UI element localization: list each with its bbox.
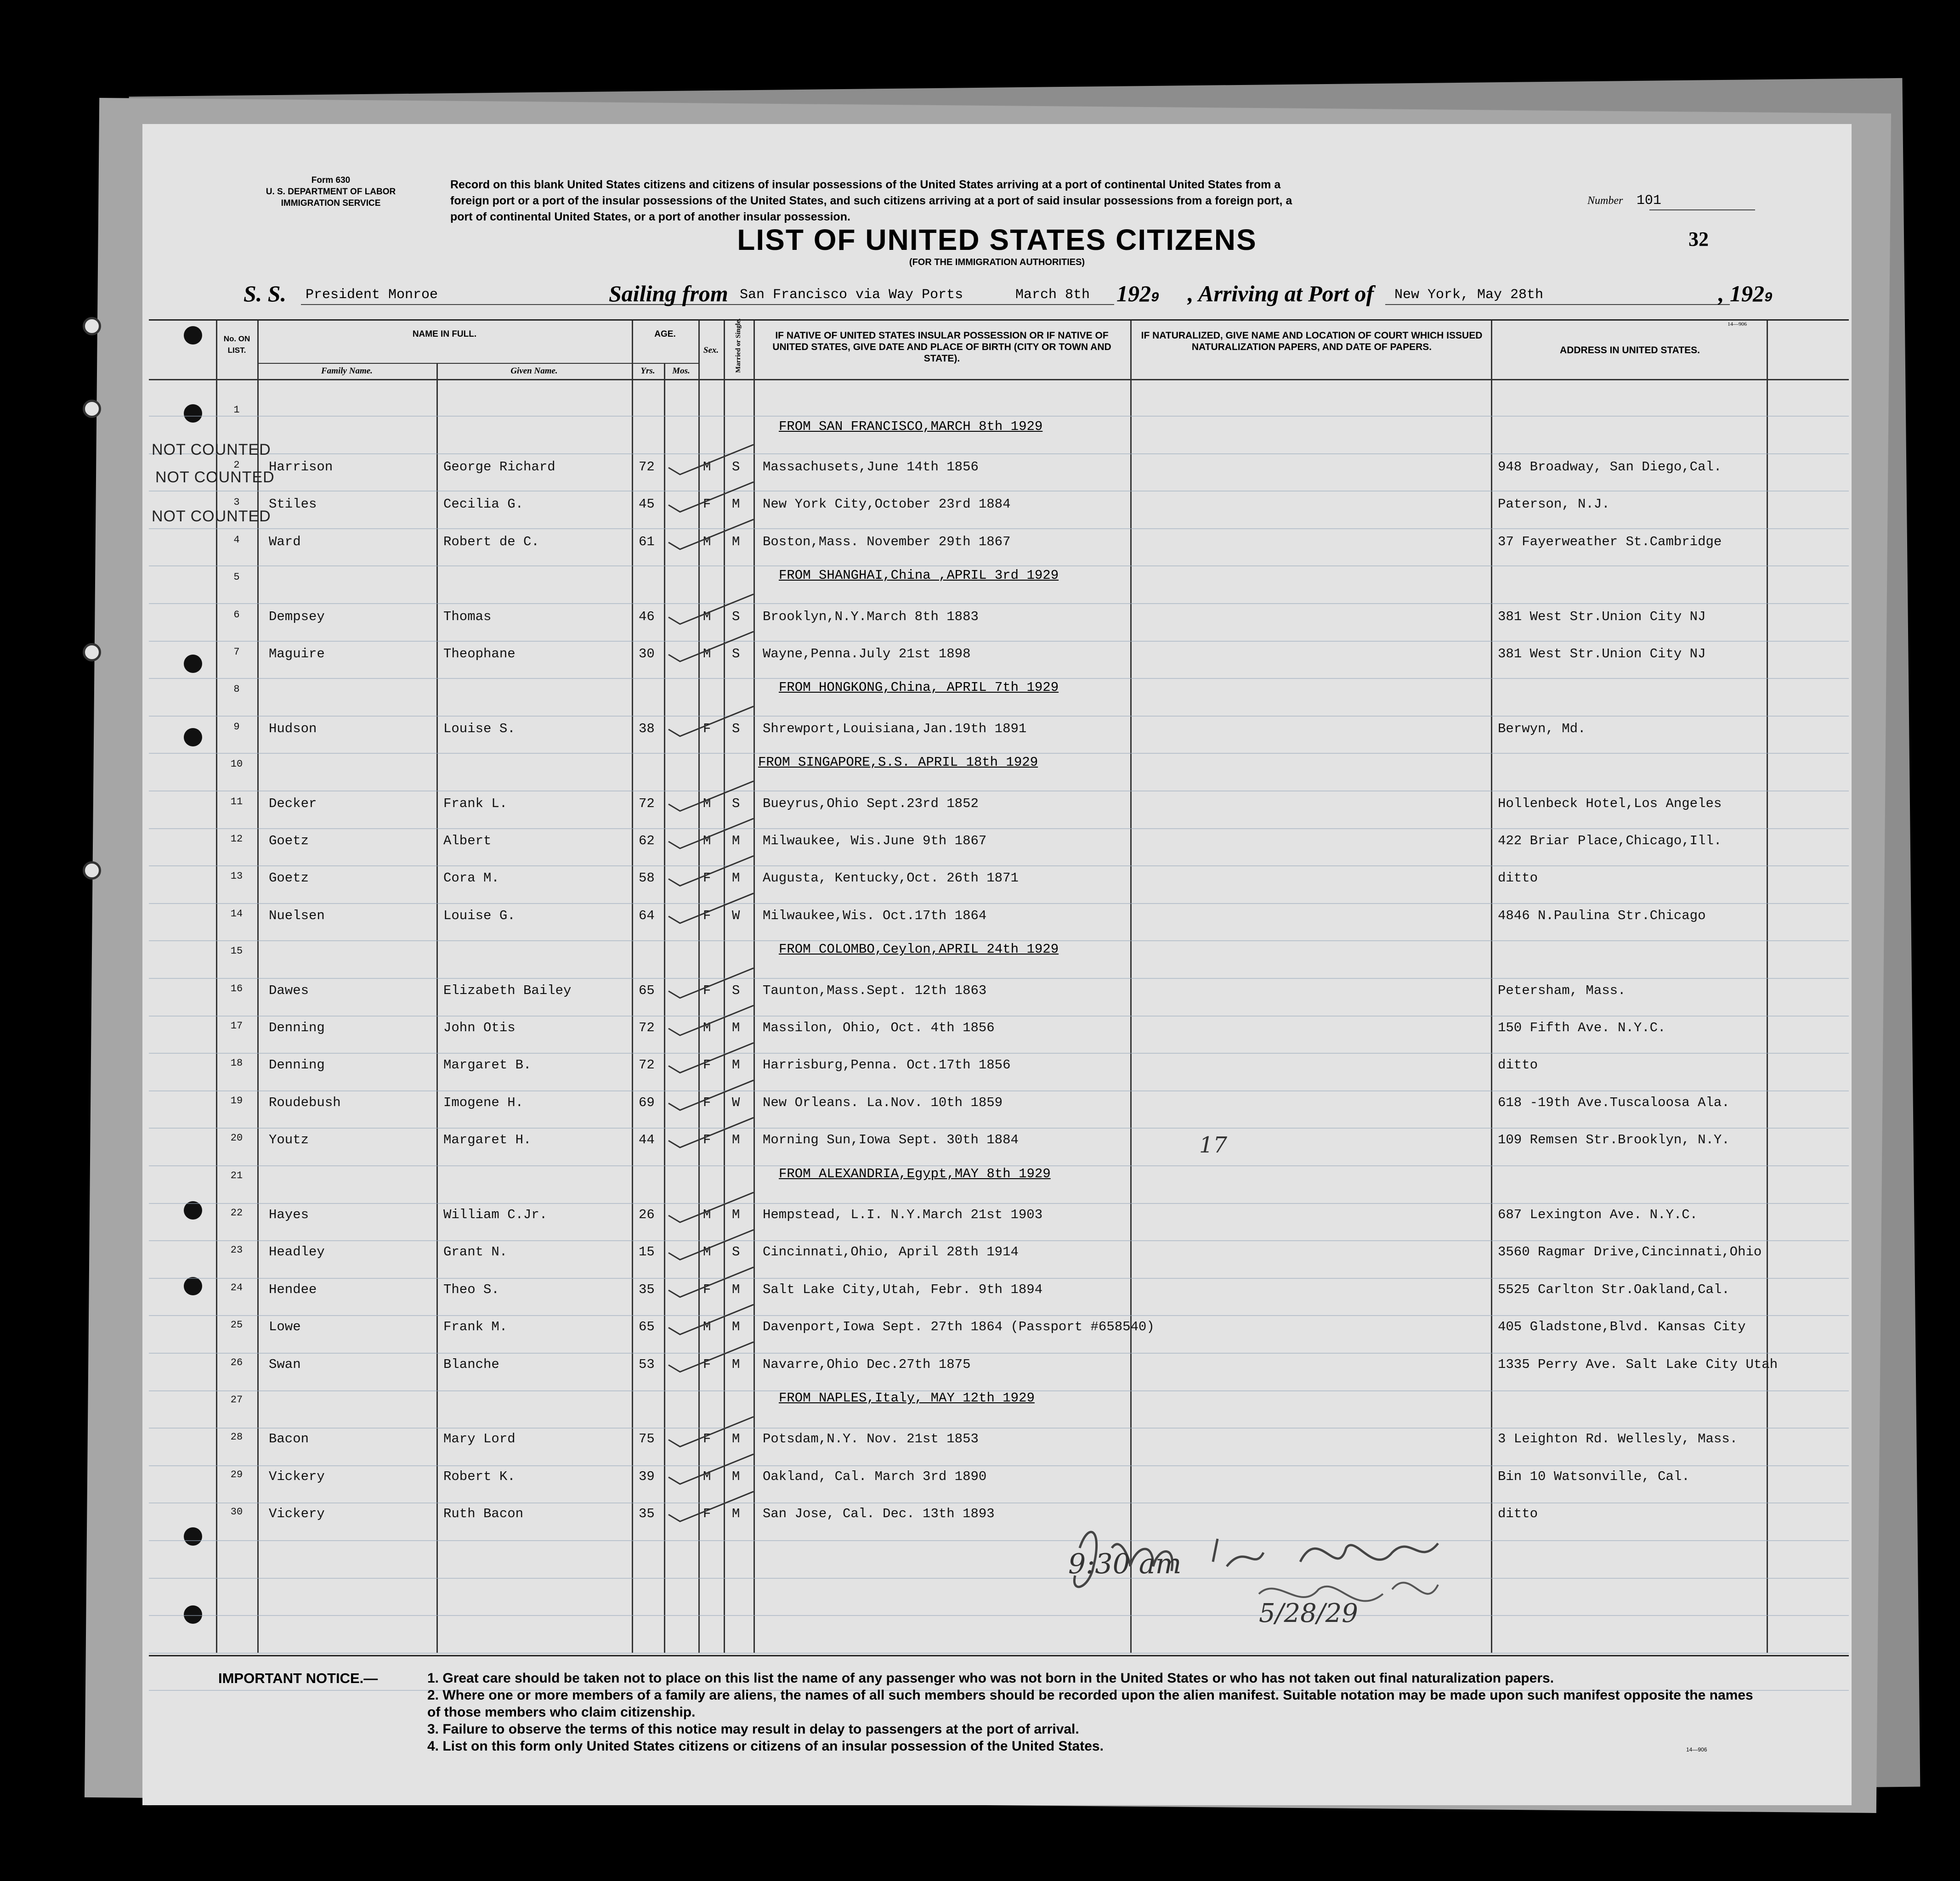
marital-status: M (732, 1282, 740, 1297)
check-mark (668, 482, 753, 512)
family-name: Hudson (269, 721, 317, 736)
section-heading: FROM SINGAPORE,S.S. APRIL 18th 1929 (758, 755, 1038, 770)
row-number: 15 (230, 945, 243, 957)
section-heading: FROM ALEXANDRIA,Egypt,MAY 8th 1929 (779, 1166, 1051, 1181)
sailing-from: San Francisco via Way Ports (740, 287, 963, 303)
marital-status: M (732, 1469, 740, 1484)
sex: M (703, 1244, 711, 1260)
sex: F (703, 721, 711, 736)
us-address: ditto (1498, 870, 1538, 886)
row-number: 20 (230, 1132, 243, 1144)
us-address: 618 -19th Ave.Tuscaloosa Ala. (1498, 1095, 1730, 1110)
given-name: William C.Jr. (443, 1207, 548, 1222)
age-years: 30 (639, 646, 655, 661)
birth-place-date: Davenport,Iowa Sept. 27th 1864 (Passport #658540) (763, 1319, 1155, 1335)
notice-item: 1. Great care should be taken not to place on this list the name of any passenger who was not born in the United States or who has not taken out final naturalization papers. (427, 1671, 1554, 1686)
col-header-age: AGE. (654, 329, 676, 339)
birth-place-date: Milwaukee,Wis. Oct.17th 1864 (763, 908, 987, 923)
age-years: 61 (639, 534, 655, 549)
given-name: Mary Lord (443, 1431, 515, 1447)
col-header-naturalized: IF NATURALIZED, GIVE NAME AND LOCATION OF COURT WHICH ISSUED NATURALIZATION PAPERS, AND DATE OF PAPERS. (1141, 330, 1483, 352)
age-years: 64 (639, 908, 655, 923)
sex: M (703, 646, 711, 661)
age-years: 39 (639, 1469, 655, 1484)
birth-place-date: Navarre,Ohio Dec.27th 1875 (763, 1356, 971, 1372)
given-name: Louise S. (443, 721, 515, 736)
us-address: 381 West Str.Union City NJ (1498, 646, 1706, 661)
sex: M (703, 534, 711, 549)
section-heading: FROM NAPLES,Italy, MAY 12th 1929 (779, 1390, 1035, 1406)
row-number: 16 (230, 983, 243, 994)
row-number: 10 (230, 758, 243, 770)
check-mark (668, 819, 753, 848)
check-mark (668, 1454, 753, 1484)
check-mark (668, 1005, 753, 1035)
row-number: 5 (233, 571, 240, 583)
marital-status: M (732, 870, 740, 886)
check-mark (668, 520, 753, 549)
col-header-no: No. ON LIST. (223, 334, 250, 355)
check-mark (668, 1491, 753, 1521)
us-address: 5525 Carlton Str.Oakland,Cal. (1498, 1282, 1730, 1297)
check-mark (668, 594, 753, 624)
family-name: Vickery (269, 1506, 325, 1522)
sex: F (703, 1095, 711, 1110)
number-label: Number (1587, 195, 1623, 207)
sex: M (703, 833, 711, 848)
family-name: Nuelsen (269, 908, 325, 923)
marital-status: M (732, 534, 740, 549)
col-header-sex: Sex. (703, 345, 719, 355)
notice-item: 4. List on this form only United States citizens or citizens of an insular possession of the United States. (427, 1739, 1104, 1754)
col-header-mos: Mos. (672, 366, 690, 376)
age-years: 53 (639, 1356, 655, 1372)
birth-place-date: Massachusets,June 14th 1856 (763, 459, 979, 474)
section-heading: FROM SAN FRANCISCO,MARCH 8th 1929 (779, 419, 1043, 434)
given-name: Frank M. (443, 1319, 508, 1335)
section-heading: FROM COLOMBO,Ceylon,APRIL 24th 1929 (779, 942, 1059, 957)
family-name: Denning (269, 1057, 325, 1073)
us-address: 405 Gladstone,Blvd. Kansas City (1498, 1319, 1746, 1335)
row-number: 2 (233, 459, 240, 471)
binder-hole (83, 643, 101, 661)
year-prefix: , 192 (1718, 281, 1764, 306)
check-mark (668, 893, 753, 923)
age-years: 72 (639, 1020, 655, 1035)
binder-hole (83, 861, 101, 880)
given-name: Albert (443, 833, 492, 848)
given-name: Grant N. (443, 1244, 508, 1260)
check-mark (668, 1080, 753, 1110)
col-header-married: Married or Single. (735, 318, 742, 373)
age-years: 44 (639, 1132, 655, 1148)
page-number: 32 (1688, 228, 1709, 250)
marital-status: M (732, 1057, 740, 1073)
row-number: 13 (230, 870, 243, 882)
birth-place-date: Potsdam,N.Y. Nov. 21st 1853 (763, 1431, 979, 1447)
given-name: Louise G. (443, 908, 515, 923)
family-name: Youtz (269, 1132, 309, 1148)
row-number: 18 (230, 1057, 243, 1069)
check-mark (668, 632, 753, 661)
marital-status: W (732, 908, 740, 923)
family-name: Harrison (269, 459, 333, 474)
marital-status: S (732, 983, 740, 998)
us-address: 1335 Perry Ave. Salt Lake City Utah (1498, 1356, 1778, 1372)
birth-place-date: Augusta, Kentucky,Oct. 26th 1871 (763, 870, 1019, 886)
us-address: Bin 10 Watsonville, Cal. (1498, 1469, 1690, 1484)
family-name: Goetz (269, 870, 309, 886)
row-number: 12 (230, 833, 243, 845)
birth-place-date: Shrewport,Louisiana,Jan.19th 1891 (763, 721, 1027, 736)
given-name: Robert de C. (443, 534, 539, 549)
birth-place-date: New Orleans. La.Nov. 10th 1859 (763, 1095, 1003, 1110)
marital-status: W (732, 1095, 740, 1110)
row-number: 29 (230, 1469, 243, 1480)
check-mark (668, 706, 753, 736)
row-number: 1 (233, 404, 240, 416)
sex: F (703, 497, 711, 512)
row-number: 24 (230, 1282, 243, 1294)
us-address: 37 Fayerweather St.Cambridge (1498, 534, 1722, 549)
notice-item: 3. Failure to observe the terms of this notice may result in delay to passengers at the port of arrival. (427, 1722, 1079, 1737)
birth-place-date: Boston,Mass. November 29th 1867 (763, 534, 1011, 549)
us-address: ditto (1498, 1506, 1538, 1522)
col-header-address: ADDRESS IN UNITED STATES. (1560, 345, 1700, 356)
row-number: 25 (230, 1319, 243, 1331)
given-name: Imogene H. (443, 1095, 524, 1110)
us-address: 948 Broadway, San Diego,Cal. (1498, 459, 1722, 474)
sex: F (703, 1282, 711, 1297)
row-number: 21 (230, 1169, 243, 1181)
sex: F (703, 1506, 711, 1522)
age-years: 72 (639, 1057, 655, 1073)
not-counted-stamp: NOT COUNTED (152, 508, 271, 525)
handwritten-mark: 17 (1199, 1132, 1228, 1158)
birth-place-date: New York City,October 23rd 1884 (763, 497, 1011, 512)
row-number: 14 (230, 908, 243, 920)
check-mark (668, 445, 753, 474)
row-number: 23 (230, 1244, 243, 1256)
given-name: Ruth Bacon (443, 1506, 524, 1522)
section-heading: FROM HONGKONG,China, APRIL 7th 1929 (779, 680, 1059, 695)
handwritten-time: 9:30 am (1068, 1548, 1182, 1580)
check-marks (142, 124, 1852, 1686)
check-mark (668, 1267, 753, 1297)
year-prefix: 192 (1116, 281, 1151, 306)
marital-status: S (732, 609, 740, 624)
row-number: 3 (233, 497, 240, 508)
sex: M (703, 609, 711, 624)
given-name: Robert K. (443, 1469, 515, 1484)
birth-place-date: San Jose, Cal. Dec. 13th 1893 (763, 1506, 995, 1522)
us-address: 4846 N.Paulina Str.Chicago (1498, 908, 1706, 923)
us-address: 422 Briar Place,Chicago,Ill. (1498, 833, 1722, 848)
arrival-port: New York, May 28th (1394, 287, 1544, 303)
given-name: John Otis (443, 1020, 515, 1035)
check-mark (668, 1230, 753, 1260)
marital-status: M (732, 1132, 740, 1148)
family-name: Stiles (269, 497, 317, 512)
family-name: Denning (269, 1020, 325, 1035)
birth-place-date: Brooklyn,N.Y.March 8th 1883 (763, 609, 979, 624)
given-name: Thomas (443, 609, 492, 624)
family-name: Maguire (269, 646, 325, 661)
binder-hole (83, 400, 101, 418)
sailing-date: March 8th (1015, 287, 1090, 303)
age-years: 46 (639, 609, 655, 624)
us-address: 687 Lexington Ave. N.Y.C. (1498, 1207, 1698, 1222)
sex: M (703, 459, 711, 474)
us-address: 150 Fifth Ave. N.Y.C. (1498, 1020, 1666, 1035)
year-digit: 9 (1151, 290, 1160, 306)
birth-place-date: Harrisburg,Penna. Oct.17th 1856 (763, 1057, 1011, 1073)
age-years: 69 (639, 1095, 655, 1110)
family-name: Lowe (269, 1319, 301, 1335)
row-number: 6 (233, 609, 240, 621)
col-header-birth: IF NATIVE OF UNITED STATES INSULAR POSSESSION OR IF NATIVE OF UNITED STATES, GIVE DATE AND PLACE OF BIRTH (CITY OR TOWN AND STATE). (772, 330, 1111, 364)
given-name: Cecilia G. (443, 497, 524, 512)
given-name: Theo S. (443, 1282, 499, 1297)
check-mark (668, 1192, 753, 1222)
family-name: Goetz (269, 833, 309, 848)
birth-place-date: Cincinnati,Ohio, April 28th 1914 (763, 1244, 1019, 1260)
marital-status: S (732, 459, 740, 474)
birth-place-date: Wayne,Penna.July 21st 1898 (763, 646, 971, 661)
family-name: Dawes (269, 983, 309, 998)
sex: F (703, 983, 711, 998)
given-name: Margaret B. (443, 1057, 532, 1073)
us-address: 3560 Ragmar Drive,Cincinnati,Ohio (1498, 1244, 1762, 1260)
age-years: 72 (639, 459, 655, 474)
sailing-label: Sailing from (609, 281, 728, 306)
row-number: 11 (230, 796, 243, 808)
family-name: Decker (269, 796, 317, 811)
marital-status: M (732, 1319, 740, 1335)
row-number: 22 (230, 1207, 243, 1219)
family-name: Hendee (269, 1282, 317, 1297)
given-name: Blanche (443, 1356, 499, 1372)
us-address: Petersham, Mass. (1498, 983, 1626, 998)
sex: F (703, 870, 711, 886)
col-header-family: Family Name. (321, 366, 373, 376)
birth-place-date: Oakland, Cal. March 3rd 1890 (763, 1469, 987, 1484)
us-address: 109 Remsen Str.Brooklyn, N.Y. (1498, 1132, 1730, 1148)
page-title: LIST OF UNITED STATES CITIZENS (737, 223, 1257, 256)
sex: M (703, 796, 711, 811)
service-name: IMMIGRATION SERVICE (281, 198, 381, 208)
check-mark (668, 856, 753, 886)
marital-status: M (732, 833, 740, 848)
sex: F (703, 1057, 711, 1073)
marital-status: S (732, 1244, 740, 1260)
sex: M (703, 1020, 711, 1035)
us-address: ditto (1498, 1057, 1538, 1073)
row-number: 9 (233, 721, 240, 733)
age-years: 65 (639, 1319, 655, 1335)
marital-status: S (732, 796, 740, 811)
age-years: 62 (639, 833, 655, 848)
row-number: 17 (230, 1020, 243, 1032)
birth-place-date: Hempstead, L.I. N.Y.March 21st 1903 (763, 1207, 1043, 1222)
given-name: Theophane (443, 646, 515, 661)
check-mark (668, 1417, 753, 1446)
row-number: 19 (230, 1095, 243, 1107)
age-years: 35 (639, 1506, 655, 1522)
family-name: Roudebush (269, 1095, 341, 1110)
page-subtitle: (FOR THE IMMIGRATION AUTHORITIES) (909, 257, 1085, 267)
marital-status: S (732, 721, 740, 736)
sex: M (703, 1207, 711, 1222)
marital-status: M (732, 1431, 740, 1447)
family-name: Swan (269, 1356, 301, 1372)
age-years: 38 (639, 721, 655, 736)
check-mark (668, 1043, 753, 1073)
us-address: Paterson, N.J. (1498, 497, 1610, 512)
birth-place-date: Taunton,Mass.Sept. 12th 1863 (763, 983, 987, 998)
birth-place-date: Salt Lake City,Utah, Febr. 9th 1894 (763, 1282, 1043, 1297)
handwritten-date: 5/28/29 (1259, 1599, 1358, 1628)
sex: F (703, 908, 711, 923)
intro-line: foreign port or a port of the insular possessions of the United States, and such citizens arriving at a port of said insular possessions from a foreign port, a (450, 194, 1292, 207)
age-years: 26 (639, 1207, 655, 1222)
family-name: Hayes (269, 1207, 309, 1222)
year-digit: 9 (1764, 290, 1773, 306)
birth-place-date: Milwaukee, Wis.June 9th 1867 (763, 833, 987, 848)
age-years: 58 (639, 870, 655, 886)
sex: M (703, 1319, 711, 1335)
family-name: Dempsey (269, 609, 325, 624)
marital-status: M (732, 1020, 740, 1035)
row-number: 30 (230, 1506, 243, 1518)
birth-place-date: Massilon, Ohio, Oct. 4th 1856 (763, 1020, 995, 1035)
row-number: 26 (230, 1356, 243, 1368)
family-name: Headley (269, 1244, 325, 1260)
given-name: Margaret H. (443, 1132, 532, 1148)
number-value: 101 (1636, 193, 1661, 209)
sex: F (703, 1431, 711, 1447)
given-name: Elizabeth Bailey (443, 983, 572, 998)
check-mark (668, 1305, 753, 1334)
col-header-given: Given Name. (510, 366, 558, 376)
marital-status: S (732, 646, 740, 661)
marital-status: M (732, 497, 740, 512)
bottom-form-code: 14—906 (1686, 1746, 1707, 1753)
row-number: 4 (233, 534, 240, 546)
family-name: Vickery (269, 1469, 325, 1484)
age-years: 75 (639, 1431, 655, 1447)
not-counted-stamp: NOT COUNTED (155, 469, 275, 486)
department-name: U. S. DEPARTMENT OF LABOR (266, 187, 396, 197)
sex: F (703, 1356, 711, 1372)
given-name: George Richard (443, 459, 555, 474)
check-mark (668, 781, 753, 811)
us-address: Berwyn, Md. (1498, 721, 1586, 736)
intro-line: port of continental United States, or a port of another insular possession. (450, 210, 850, 223)
notice-item: 2. Where one or more members of a family are aliens, the names of all such members should be recorded upon the alien manifest. Suitable notation may be made upon such manifest opposite the names of those members who claim citizenship. (427, 1688, 1753, 1720)
arriving-label: , Arriving at Port of (1188, 281, 1374, 306)
section-heading: FROM SHANGHAI,China ,APRIL 3rd 1929 (779, 568, 1059, 583)
age-years: 35 (639, 1282, 655, 1297)
family-name: Ward (269, 534, 301, 549)
age-years: 65 (639, 983, 655, 998)
check-mark (668, 968, 753, 998)
col-header-name: NAME IN FULL. (412, 329, 477, 339)
ss-label: S. S. (244, 281, 287, 306)
age-years: 45 (639, 497, 655, 512)
ship-name: President Monroe (306, 287, 438, 303)
manifest-page (142, 124, 1852, 1805)
us-address: 381 West Str.Union City NJ (1498, 609, 1706, 624)
check-mark (668, 1118, 753, 1147)
row-number: 27 (230, 1394, 243, 1406)
birth-place-date: Bueyrus,Ohio Sept.23rd 1852 (763, 796, 979, 811)
not-counted-stamp: NOT COUNTED (152, 441, 271, 458)
sex: F (703, 1132, 711, 1148)
marital-status: M (732, 1506, 740, 1522)
check-mark (668, 1342, 753, 1372)
notice-heading: IMPORTANT NOTICE.— (218, 1670, 378, 1686)
us-address: 3 Leighton Rd. Wellesly, Mass. (1498, 1431, 1738, 1447)
form-number: Form 630 (311, 175, 351, 185)
age-years: 15 (639, 1244, 655, 1260)
col-header-yrs: Yrs. (640, 366, 655, 376)
sex: M (703, 1469, 711, 1484)
marital-status: M (732, 1356, 740, 1372)
birth-place-date: Morning Sun,Iowa Sept. 30th 1884 (763, 1132, 1019, 1148)
given-name: Cora M. (443, 870, 499, 886)
given-name: Frank L. (443, 796, 508, 811)
intro-line: Record on this blank United States citizens and citizens of insular possessions of the United States arriving at a port of continental United States from a (450, 178, 1281, 191)
binder-hole (83, 317, 101, 335)
row-number: 8 (233, 683, 240, 695)
marital-status: M (732, 1207, 740, 1222)
top-right-code: 14—906 (1728, 321, 1747, 327)
age-years: 72 (639, 796, 655, 811)
us-address: Hollenbeck Hotel,Los Angeles (1498, 796, 1722, 811)
row-number: 28 (230, 1431, 243, 1443)
row-number: 7 (233, 646, 240, 658)
family-name: Bacon (269, 1431, 309, 1447)
